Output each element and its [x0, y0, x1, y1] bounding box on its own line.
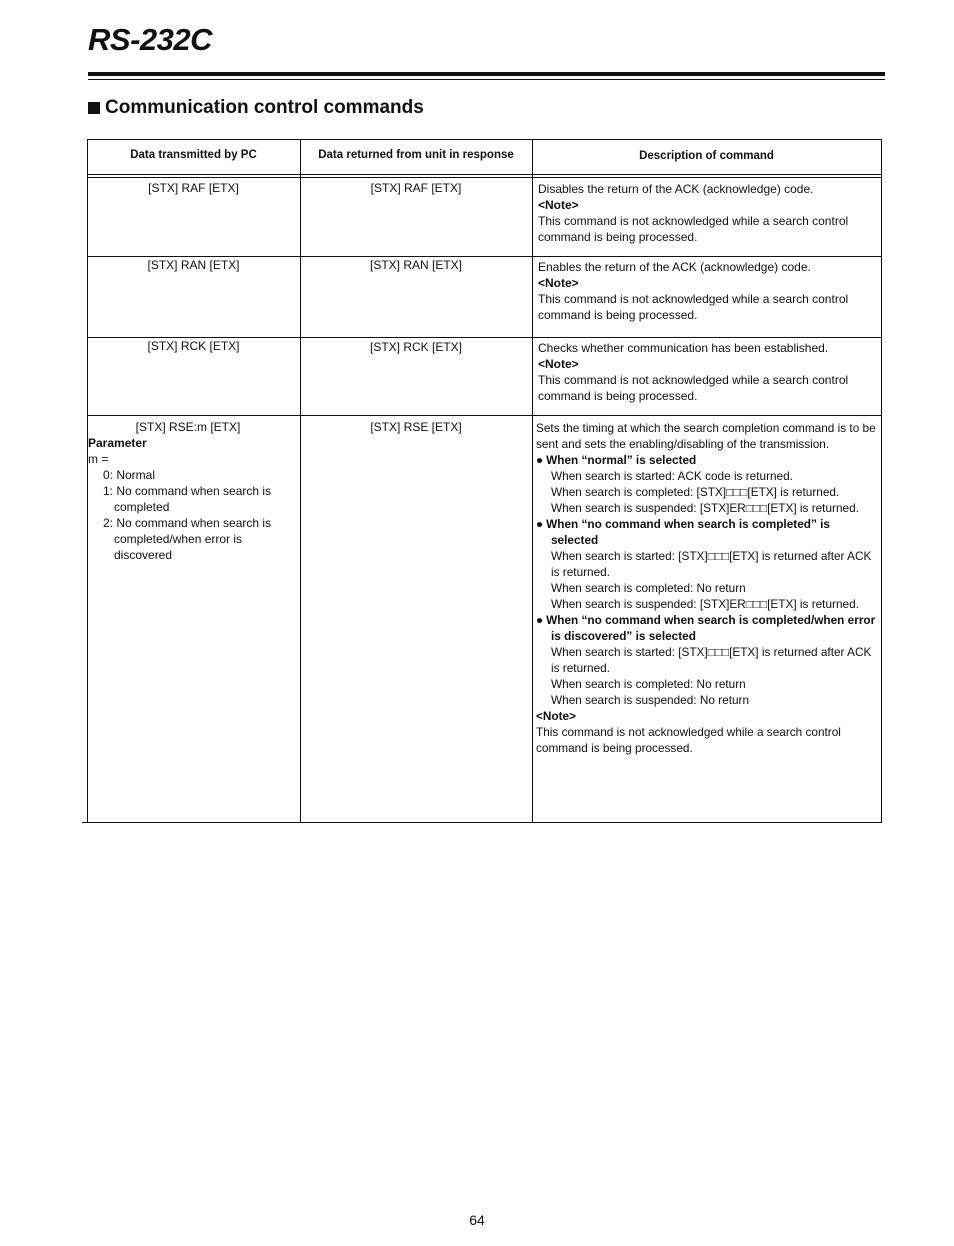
case-line: When search is started: [STX]□□□[ETX] is returned after ACK is returned.: [551, 549, 872, 579]
row3-note-text: This command is not acknowledged while a search control command is being processed.: [538, 373, 849, 403]
row4-option: 0: Normal: [103, 468, 156, 482]
header-rule-thin: [88, 79, 885, 80]
case-heading: [536, 452, 876, 468]
case-heading: [536, 612, 876, 644]
header-description: Description of command: [639, 150, 774, 162]
case-line: When search is started: [STX]□□□[ETX] is returned after ACK is returned.: [551, 645, 872, 675]
case-line: When search is suspended: [STX]ER□□□[ETX] is returned.: [551, 501, 859, 515]
row4-note-label: <Note>: [536, 709, 576, 723]
row4-description: [536, 420, 876, 756]
row3-note-label: <Note>: [538, 357, 579, 371]
section-title-text: Communication control commands: [105, 97, 424, 118]
case-line: When search is suspended: [STX]ER□□□[ETX] is returned.: [551, 597, 859, 611]
table-border-bottom: [82, 822, 882, 823]
case-line: When search is completed: No return: [551, 581, 746, 595]
section-title: [88, 97, 424, 119]
bullet-icon: ●: [536, 517, 544, 531]
row3-unit: [STX] RCK [ETX]: [369, 340, 462, 354]
row4-pc-command: [STX] RSE:m [ETX]: [135, 420, 241, 434]
header-divider: [87, 174, 882, 175]
table-col-divider-2: [532, 139, 533, 823]
row3-pc: [STX] RCK [ETX]: [147, 339, 240, 353]
row4-option: 2: No command when search is: [103, 516, 272, 530]
row4-m-line: m =: [88, 452, 109, 466]
bullet-icon: ●: [536, 613, 544, 627]
table-col-divider-1: [300, 139, 301, 823]
row3-description: [538, 340, 876, 404]
row2-unit: [STX] RAN [ETX]: [369, 258, 462, 272]
case-heading: [536, 516, 876, 548]
row1-desc-text: Disables the return of the ACK (acknowledge) code.: [538, 182, 814, 196]
row3-desc-text: Checks whether communication has been established.: [538, 341, 829, 355]
row2-note-text: This command is not acknowledged while a search control command is being processed.: [538, 292, 849, 322]
row1-note-text: This command is not acknowledged while a search control command is being processed.: [538, 214, 849, 244]
row4-option: completed: [114, 500, 170, 514]
row4-option: completed/when error is: [114, 532, 243, 546]
case-line: When search is completed: [STX]□□□[ETX] is returned.: [551, 485, 840, 499]
row4-desc-intro: Sets the timing at which the search completion command is to be sent and sets the enabling/disabling of the transmission.: [536, 421, 876, 451]
row4-option: discovered: [114, 548, 173, 562]
header-divider-double: [87, 177, 882, 178]
row1-note-label: <Note>: [538, 198, 579, 212]
case-heading-text: When “no command when search is completed/when error is discovered” is selected: [546, 613, 876, 643]
table-border-top: [87, 139, 882, 140]
row4-note-text: This command is not acknowledged while a search control command is being processed.: [536, 725, 841, 755]
row-divider-3: [87, 415, 882, 416]
case-line: When search is started: ACK code is returned.: [551, 469, 793, 483]
brand-title: RS-232C: [88, 22, 212, 57]
header-pc: Data transmitted by PC: [130, 149, 257, 161]
square-bullet-icon: [88, 102, 100, 114]
row4-param-label: Parameter: [88, 436, 147, 450]
row4-pc: [88, 419, 298, 563]
row1-description: [538, 181, 876, 245]
table-border-right: [881, 139, 882, 823]
page-number: 64: [469, 1212, 485, 1228]
row2-desc-text: Enables the return of the ACK (acknowledge) code.: [538, 260, 811, 274]
row2-pc: [STX] RAN [ETX]: [147, 258, 240, 272]
header-rule: [88, 72, 885, 76]
header-unit: Data returned from unit in response: [318, 149, 514, 161]
row2-description: [538, 259, 876, 323]
row4-unit: [STX] RSE [ETX]: [370, 420, 462, 434]
case-line: When search is suspended: No return: [551, 693, 750, 707]
row1-unit: [STX] RAF [ETX]: [370, 181, 462, 195]
case-heading-text: When “normal” is selected: [546, 453, 697, 467]
row2-note-label: <Note>: [538, 276, 579, 290]
row1-pc: [STX] RAF [ETX]: [148, 181, 239, 195]
bullet-icon: ●: [536, 453, 544, 467]
case-line: When search is completed: No return: [551, 677, 746, 691]
case-heading-text: When “no command when search is completed” is selected: [546, 517, 830, 547]
row4-option: 1: No command when search is: [103, 484, 272, 498]
